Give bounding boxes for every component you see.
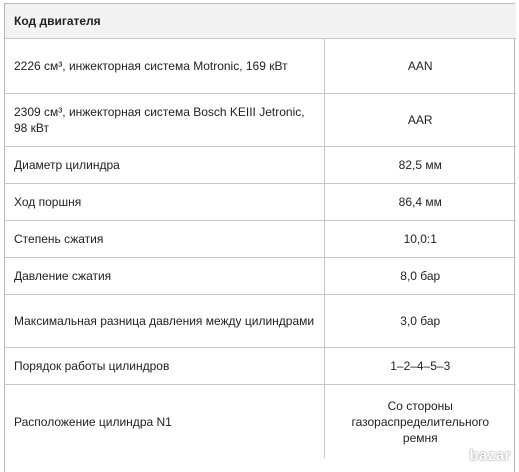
- row-value: AAR: [324, 94, 516, 147]
- table-row: [5, 385, 516, 459]
- table-header: Код двигателя: [5, 4, 516, 39]
- row-param: Ход поршня: [5, 184, 324, 221]
- row-param: Максимальная разница давления между цилиндрами: [5, 295, 324, 348]
- table-row: [5, 258, 516, 295]
- spec-table-frame: [4, 3, 515, 472]
- row-param: 2309 см³, инжекторная система Bosch KEIII Jetronic, 98 кВт: [5, 94, 324, 147]
- row-param: Порядок работы цилиндров: [5, 348, 324, 385]
- row-value: 3,0 бар: [324, 295, 516, 348]
- row-value: 1–2–4–5–3: [324, 348, 516, 385]
- table-row: [5, 184, 516, 221]
- table-row: [5, 295, 516, 348]
- watermark-logo: bazar: [469, 447, 511, 464]
- row-value: AAN: [324, 39, 516, 94]
- row-value: 82,5 мм: [324, 147, 516, 184]
- table-row: [5, 147, 516, 184]
- row-param: Давление сжатия: [5, 258, 324, 295]
- table-row: [5, 39, 516, 94]
- table-row: [5, 94, 516, 147]
- table-row: [5, 221, 516, 258]
- row-param: Расположение цилиндра N1: [5, 385, 324, 459]
- row-value: 8,0 бар: [324, 258, 516, 295]
- table-header-row: [5, 4, 516, 39]
- row-param: Степень сжатия: [5, 221, 324, 258]
- row-param: 2226 см³, инжекторная система Motronic, 169 кВт: [5, 39, 324, 94]
- row-param: Диаметр цилиндра: [5, 147, 324, 184]
- row-value: 86,4 мм: [324, 184, 516, 221]
- table-row: [5, 348, 516, 385]
- row-value: 10,0:1: [324, 221, 516, 258]
- row-value: Со стороны газораспределительного ремня: [324, 385, 516, 459]
- engine-spec-table: [5, 4, 516, 458]
